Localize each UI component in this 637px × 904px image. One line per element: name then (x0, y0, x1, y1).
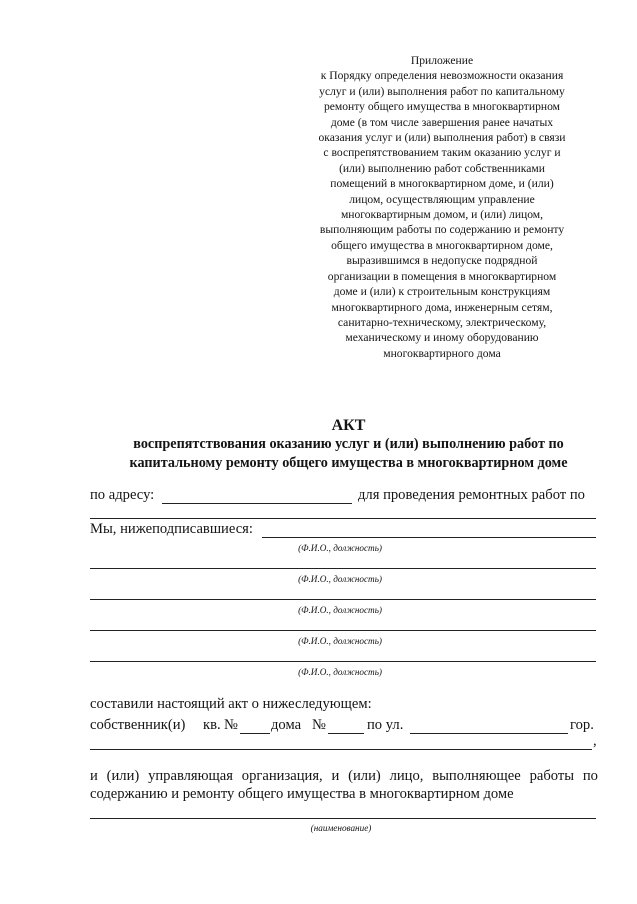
name-hint: (наименование) (310, 823, 372, 833)
apartment-field[interactable] (240, 733, 270, 734)
document-subtitle-line-2: капитальному ремонту общего имущества в многоквартирном доме (129, 455, 568, 471)
appendix-line: санитарно-техническому, электрическому, (337, 315, 547, 329)
org-word: управляющая (148, 768, 233, 784)
organization-text-line-1 (90, 768, 598, 785)
appendix-line: лицом, осуществляющим управление (349, 192, 535, 206)
appendix-header (282, 53, 602, 361)
appendix-line: (или) выполнению работ собственниками (339, 161, 545, 175)
comma-mark: , (593, 733, 597, 749)
appendix-line: многоквартирного дома (383, 346, 501, 360)
signatory-field-5[interactable] (90, 661, 596, 662)
signatory-field-1[interactable] (262, 537, 596, 538)
fio-hint: (Ф.И.О., должность) (298, 543, 382, 553)
signatory-field-3[interactable] (90, 599, 596, 600)
appendix-line: Приложение (410, 54, 474, 67)
city-label: гор. (570, 717, 594, 733)
appendix-line: механическому и иному оборудованию (345, 331, 539, 345)
composed-text: составили настоящий акт о нижеследующем: (90, 696, 372, 712)
signatory-field-4[interactable] (90, 630, 596, 631)
house-label: дома (271, 717, 302, 733)
apt-label: кв. (203, 717, 221, 733)
repair-field[interactable] (90, 518, 596, 519)
house-number-sign: № (312, 717, 326, 733)
organization-name-field[interactable] (90, 818, 596, 819)
street-label: по ул. (367, 717, 404, 733)
appendix-line: доме и (или) к строительным конструкциям (333, 285, 551, 299)
appendix-line: многоквартирным домом, и (или) лицом, (340, 208, 544, 222)
org-word: по (582, 768, 598, 784)
address-field[interactable] (162, 503, 352, 504)
house-field[interactable] (328, 733, 364, 734)
org-word: работы (529, 768, 575, 784)
appendix-line: выразившимся в недопуске подрядной (346, 254, 538, 268)
org-word: (или) (106, 768, 140, 784)
appendix-line: выполняющим работы по содержанию и ремонту (319, 223, 565, 237)
appendix-line: оказания услуг и (или) выполнения работ) в связи (318, 131, 566, 145)
apt-number-sign: № (224, 717, 238, 733)
document-title: АКТ (331, 417, 366, 434)
org-word: (или) (348, 768, 381, 784)
appendix-line: помещений в многоквартирном доме, и (или) (330, 177, 554, 191)
document-subtitle-line-1: воспрепятствования оказанию услуг и (или) выполнению работ по (133, 436, 564, 452)
address-label: по адресу: (90, 487, 155, 503)
street-field[interactable] (410, 733, 568, 734)
org-word: организация, (241, 768, 323, 784)
organization-text-line-2: содержанию и ремонту общего имущества в многоквартирном доме (90, 786, 514, 802)
signatory-field-2[interactable] (90, 568, 596, 569)
appendix-line: многоквартирного дома, инженерным сетям, (331, 300, 553, 314)
appendix-line: с воспрепятствованием таким оказанию услуг и (323, 146, 561, 160)
org-word: и (90, 768, 98, 784)
appendix-line: ремонту общего имущества в многоквартирном (323, 100, 560, 114)
appendix-line: организации в помещения в многоквартирном (327, 269, 557, 283)
org-word: лицо, (389, 768, 424, 784)
appendix-line: общего имущества в многоквартирном доме, (331, 238, 553, 252)
appendix-line: услуг и (или) выполнения работ по капитальному (319, 84, 565, 98)
fio-hint: (Ф.И.О., должность) (298, 574, 382, 584)
appendix-line: к Порядку определения невозможности оказания (320, 69, 564, 83)
fio-hint: (Ф.И.О., должность) (298, 636, 382, 646)
signatories-label: Мы, нижеподписавшиеся: (90, 521, 253, 537)
fio-hint: (Ф.И.О., должность) (298, 605, 382, 615)
appendix-line: доме (в том числе завершения ранее начатых (330, 115, 554, 129)
org-word: и (331, 768, 340, 784)
fio-hint: (Ф.И.О., должность) (298, 667, 382, 677)
org-word: выполняющее (432, 768, 521, 784)
city-field[interactable] (90, 749, 592, 750)
repair-label: для проведения ремонтных работ по (358, 487, 585, 503)
owner-label: собственник(и) (90, 717, 186, 733)
